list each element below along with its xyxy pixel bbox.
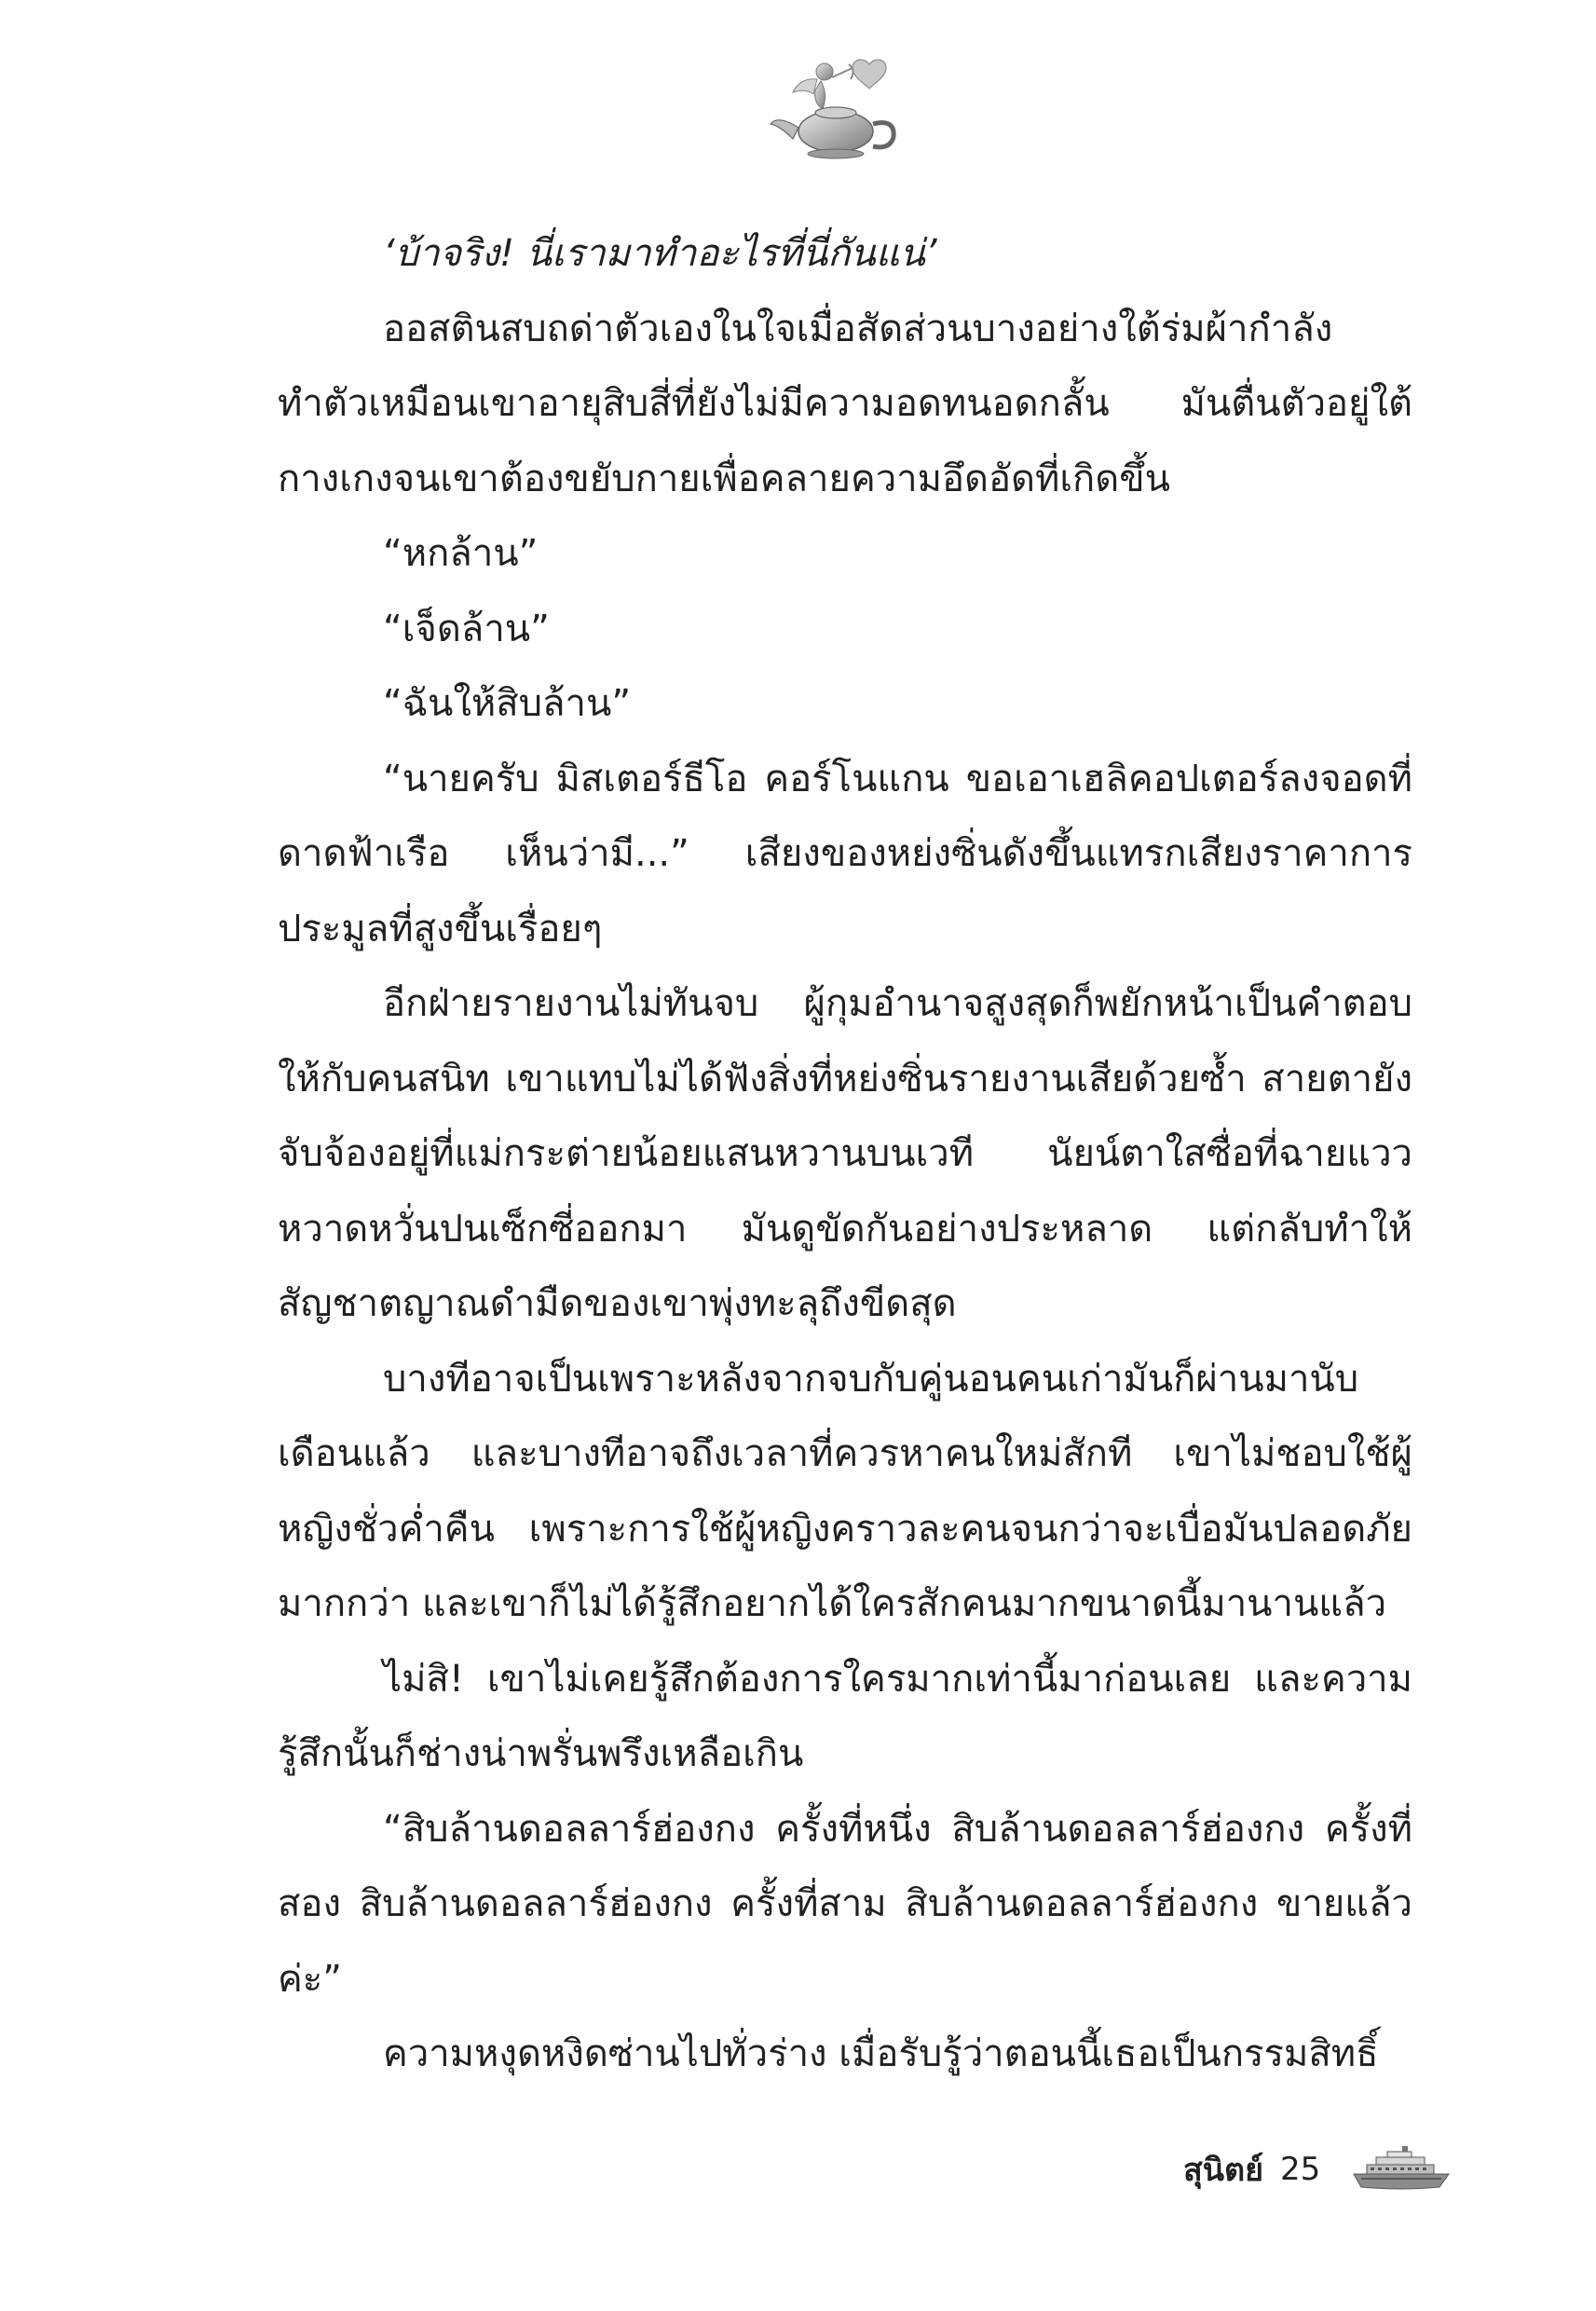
- page-number: 25: [1280, 2151, 1321, 2188]
- paragraph: “ฉันให้สิบล้าน”: [383, 682, 632, 725]
- paragraph: อีกฝ่ายรายงานไม่ทันจบ ผู้กุมอำนาจสูงสุดก็พยักหน้าเป็นคำตอบให้กับคนสนิท เขาแทบไม่ได้ฟังสิ่งที่หย่งซิ่นรายงานเสียด้วยซ้ำ สายตายังจับจ้องอยู่ที่แม่กระต่ายน้อยแสนหวานบนเวที นัยน์ตาใสซื่อที่ฉายแววหวาดหวั่นปนเซ็กซี่ออกมา มันดูขัดกันอย่างประหลาด แต่กลับทำให้สัญชาตญาณดำมืดของเขาพุ่งทะลุถึงขีดสุด: [278, 982, 1412, 1325]
- page-footer: [1183, 2141, 1453, 2197]
- paragraph: ออสตินสบถด่าตัวเองในใจเมื่อสัดส่วนบางอย่างใต้ร่มผ้ากำลังทำตัวเหมือนเขาอายุสิบสี่ที่ยังไม่มีความอดทนอดกลั้น มันตื่นตัวอยู่ใต้กางเกงจนเขาต้องขยับกายเพื่อคลายความอึดอัดที่เกิดขึ้น: [278, 307, 1412, 500]
- paragraph: “นายครับ มิสเตอร์ธีโอ คอร์โนแกน ขอเอาเฮลิคอปเตอร์ลงจอดที่ดาดฟ้าเรือ เห็นว่ามี...” เสียงของหย่งซิ่นดังขึ้นแทรกเสียงราคาการประมูลที่สูงขึ้นเรื่อยๆ: [278, 757, 1412, 950]
- author-name: สุนิตย์: [1183, 2152, 1263, 2189]
- paragraph: “หกล้าน”: [383, 532, 539, 575]
- paragraph: ไม่สิ! เขาไม่เคยรู้สึกต้องการใครมากเท่านี้มาก่อนเลย และความรู้สึกนั้นก็ช่างน่าพรั่นพรึงเหลือเกิน: [278, 1657, 1412, 1775]
- paragraph: ความหงุดหงิดซ่านไปทั่วร่าง เมื่อรับรู้ว่าตอนนี้เธอเป็นกรรมสิทธิ์: [383, 2032, 1379, 2075]
- teapot-cupid-ornament-icon: [759, 51, 908, 168]
- cruise-ship-icon: [1350, 2146, 1453, 2193]
- paragraph: “สิบล้านดอลลาร์ฮ่องกง ครั้งที่หนึ่ง สิบล้านดอลลาร์ฮ่องกง ครั้งที่สอง สิบล้านดอลลาร์ฮ่องกง ครั้งที่สาม สิบล้านดอลลาร์ฮ่องกง ขายแล้วค่ะ”: [278, 1807, 1412, 2001]
- paragraph: “เจ็ดล้าน”: [383, 607, 550, 650]
- body-text: [278, 216, 1412, 2092]
- paragraph: บางทีอาจเป็นเพราะหลังจากจบกับคู่นอนคนเก่ามันก็ผ่านมานับเดือนแล้ว และบางทีอาจถึงเวลาที่ควรหาคนใหม่สักที เขาไม่ชอบใช้ผู้หญิงชั่วค่ำคืน เพราะการใช้ผู้หญิงคราวละคนจนกว่าจะเบื่อมันปลอดภัยมากกว่า และเขาก็ไม่ได้รู้สึกอยากได้ใครสักคนมากขนาดนี้มานานแล้ว: [278, 1357, 1412, 1625]
- paragraph: ‘บ้าจริง! นี่เรามาทำอะไรที่นี่กันแน่’: [383, 232, 937, 275]
